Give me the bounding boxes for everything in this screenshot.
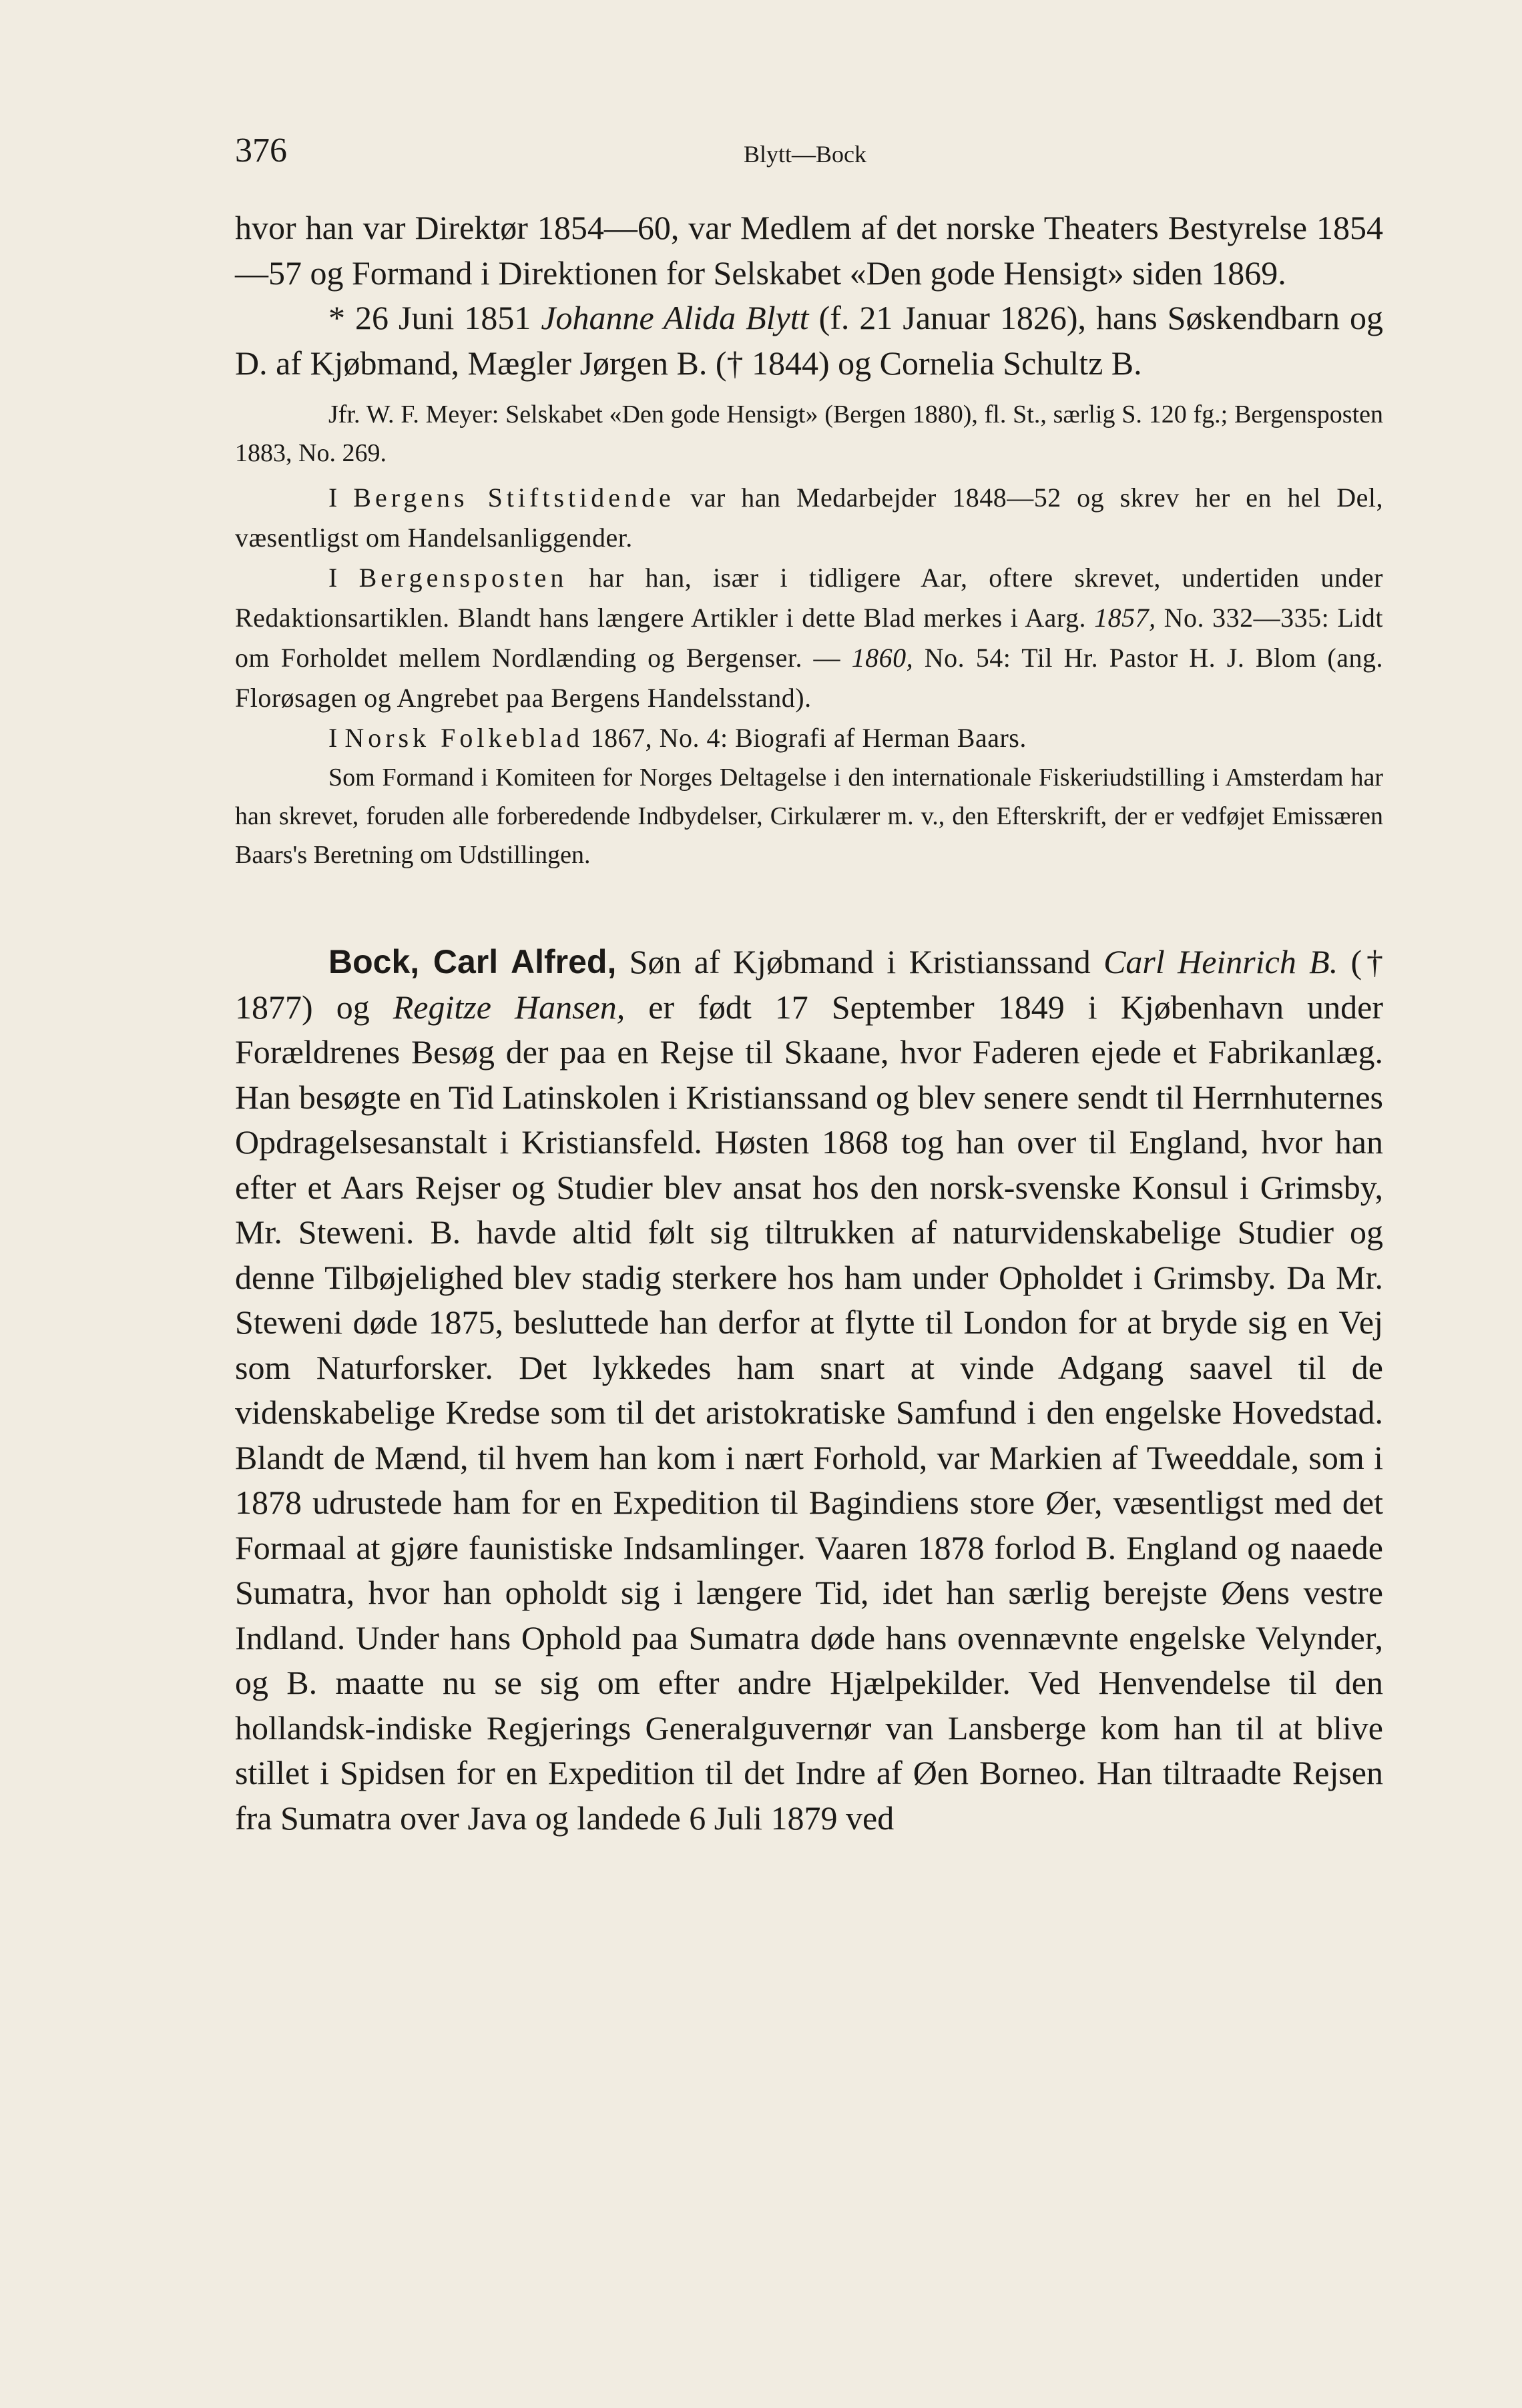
marriage-date: * 26 Juni 1851 — [328, 299, 541, 336]
spouse-name: Johanne Alida Blytt — [541, 299, 809, 336]
running-title: Blytt—Bock — [743, 141, 866, 168]
page-number: 376 — [235, 131, 287, 170]
bock-entry: Bock, Carl Alfred, Søn af Kjøbmand i Kristianssand Carl Heinrich B. († 1877) og Regitze Hansen, er født 17 September 1849 i Kjøbenhavn under Forældrenes Besøg der paa en Rejse til Skaane, hvor Faderen ejede et Fabrikanlæg. Han besøgte en Tid Latinskolen i Kristianssand og blev senere sendt til Herrnhuternes Opdragelsesanstalt i Kristiansfeld. Høsten 1868 tog han over til England, hvor han efter et Aars Rejser og Studier blev ansat hos den norsk-svenske Konsul i Grimsby, Mr. Steweni. B. havde altid følt sig tiltrukken af naturvidenskabelige Studier og denne Tilbøjelighed blev stadig sterkere hos ham under Opholdet i Grimsby. Da Mr. Steweni døde 1875, besluttede han derfor at flytte til London for at bryde sig en Vej som Naturforsker. Det lykkedes ham snart at vinde Adgang saavel til de videnskabelige Kredse som til det aristokratiske Samfund i den engelske Hovedstad. Blandt de Mænd, til hvem han kom i nært Forhold, var Markien af Tweeddale, som i 1878 udrustede ham for en Expedition til Bagindiens store Øer, væsentligst med det Formaal at gjøre faunistiske Indsamlinger. Vaaren 1878 forlod B. England og naaede Sumatra, hvor han opholdt sig i længere Tid, idet han særlig berejste Øens vestre Indland. Under hans Ophold paa Sumatra døde hans ovennævnte engelske Velynder, og B. maatte nu se sig om efter andre Hjælpekilder. Ved Henvendelse til den hollandsk-indiske Regjerings Generalguvernør van Lansberge kom han til at blive stillet i Spidsen for en Expedition til det Indre af Øen Borneo. Han tiltraadte Rejsen fra Sumatra over Java og landede 6 Juli 1879 ved — [235, 943, 1383, 1837]
blytt-continuation: hvor han var Direktør 1854—60, var Medlem af det norske Theaters Bestyrelse 1854—57 og Formand i Direktionen for Selskabet «Den gode Hensigt» siden 1869. — [235, 209, 1383, 292]
blytt-fishery-note: Som Formand i Komiteen for Norges Deltagelse i den internationale Fiskeriudstilling i Amsterdam har han skrevet, foruden alle forberedende Indbydelser, Cirkulærer m. v., den Efterskrift, der er vedføjet Emissæren Baars's Beretning om Udstillingen. — [235, 764, 1383, 869]
entry-text: er født 17 September 1849 i Kjøbenhavn under Forældrenes Besøg der paa en Rejse til Skaane, hvor Faderen ejede et Fabrikanlæg. Han besøgte en Tid Latinskolen i Kristianssand og blev senere sendt til Herrnhuternes Opdragelsesanstalt i Kristiansfeld. Høsten 1868 tog han over til England, hvor han efter et Aars Rejser og Studier blev ansat hos den norsk-svenske Konsul i Grimsby, Mr. Steweni. B. havde altid følt sig tiltrukken af naturvidenskabelige Studier og denne Tilbøjelighed blev stadig sterkere hos ham under Opholdet i Grimsby. Da Mr. Steweni døde 1875, besluttede han derfor at flytte til London for at bryde sig en Vej som Naturforsker. Det lykkedes ham snart at vinde Adgang saavel til de videnskabelige Kredse som til det aristokratiske Samfund i den engelske Hovedstad. Blandt de Mænd, til hvem han kom i nært Forhold, var Markien af Tweeddale, som i 1878 udrustede ham for en Expedition til Bagindiens store Øer, væsentligst med det Formaal at gjøre faunistiske Indsamlinger. Vaaren 1878 forlod B. England og naaede Sumatra, hvor han opholdt sig i længere Tid, idet han særlig berejste Øens vestre Indland. Under hans Ophold paa Sumatra døde hans ovennævnte engelske Velynder, og B. maatte nu se sig om efter andre Hjælpekilder. Ved Henvendelse til den hollandsk-indiske Regjerings Generalguvernør van Lansberge kom han til at blive stillet i Spidsen for en Expedition til det Indre af Øen Borneo. Han tiltraadte Rejsen fra Sumatra over Java og landede 6 Juli 1879 ved — [235, 988, 1383, 1837]
works-stiftstidende: I Bergens Stiftstidende var han Medarbejder 1848—52 og skrev her en hel Del, væsentligst om Handelsanliggender. — [235, 483, 1383, 553]
works-folkeblad: I Norsk Folkeblad 1867, No. 4: Biografi af Herman Baars. — [328, 723, 1027, 753]
blytt-references: Jfr. W. F. Meyer: Selskabet «Den gode Hensigt» (Bergen 1880), fl. St., særlig S. 120 fg.; Bergensposten 1883, No. 269. — [235, 400, 1383, 467]
mother-name: Regitze Hansen, — [393, 988, 625, 1026]
newspaper-title: Bergensposten — [358, 563, 568, 593]
page-body — [235, 206, 1383, 1841]
father-name: Carl Heinrich B. — [1103, 943, 1338, 980]
newspaper-title: Norsk Folkeblad — [344, 723, 584, 753]
spouse-details: (f. 21 Januar 1826), hans Søskendbarn og D. af Kjøbmand, Mægler Jørgen B. († 1844) og Cornelia Schultz B. — [235, 299, 1383, 382]
newspaper-title: Bergens Stiftstidende — [353, 483, 675, 513]
entry-heading: Bock, Carl Alfred, — [328, 943, 617, 980]
blytt-marriage — [235, 296, 1383, 386]
works-bergensposten: I Bergensposten har han, især i tidligere Aar, oftere skrevet, undertiden under Redaktionsartiklen. Blandt hans længere Artikler i dette Blad merkes i Aarg. 1857, No. 332—335: Lidt om Forholdet mellem Nordlænding og Bergenser. — 1860, No. 54: Til Hr. Pastor H. J. Blom (ang. Florøsagen og Angrebet paa Bergens Handelsstand). — [235, 563, 1384, 713]
page-header — [235, 131, 1375, 171]
